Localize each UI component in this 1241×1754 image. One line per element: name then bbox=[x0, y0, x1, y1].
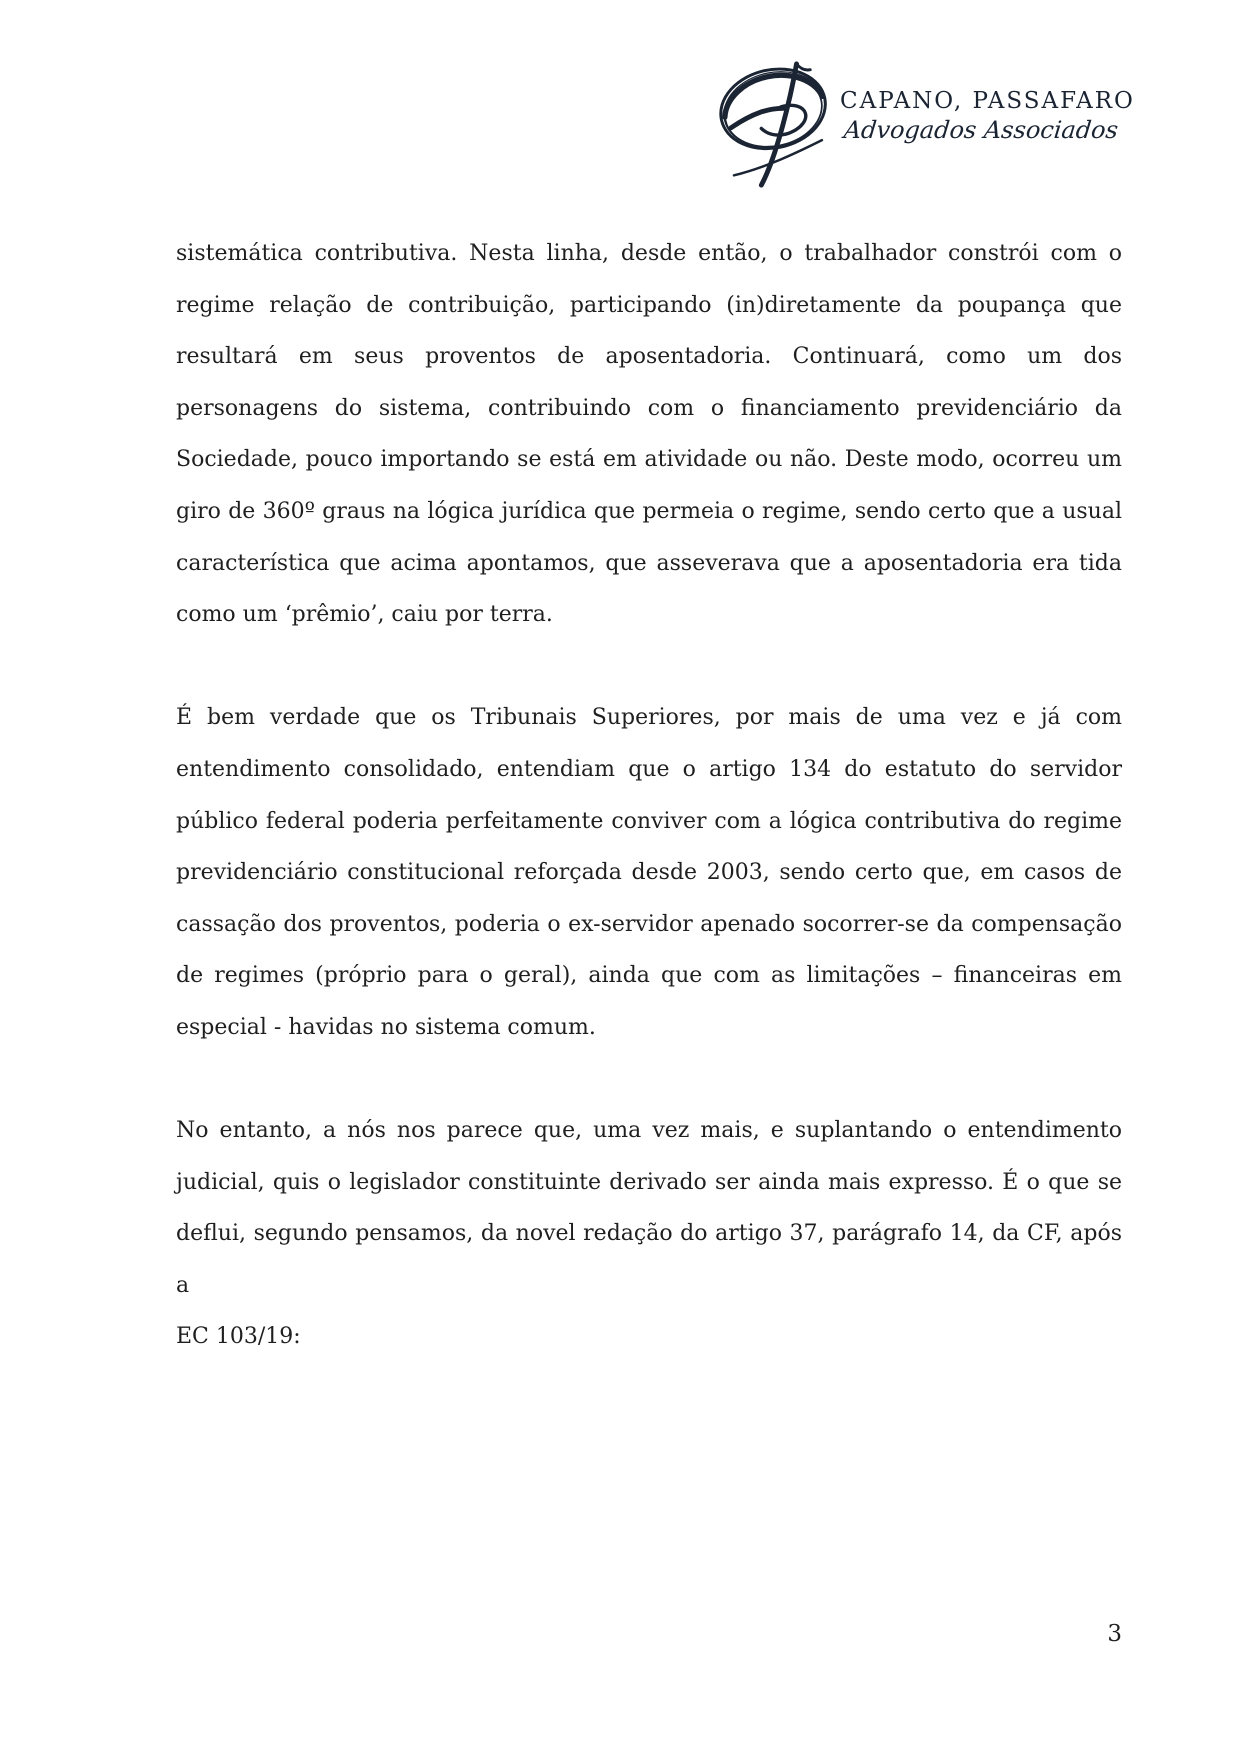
paragraph bbox=[176, 228, 1122, 641]
text-line: No entanto, a nós nos parece que, uma vez mais, e suplantando o entendimento bbox=[176, 1118, 1122, 1144]
text-line: resultará em seus proventos de aposentadoria. Continuará, como um dos bbox=[176, 344, 1122, 370]
paragraph bbox=[176, 1105, 1122, 1363]
text-line: especial - havidas no sistema comum. bbox=[176, 1014, 596, 1040]
text-line: Sociedade, pouco importando se está em atividade ou não. Deste modo, ocorreu um bbox=[176, 447, 1122, 473]
page-number: 3 bbox=[1107, 1621, 1122, 1647]
text-line: personagens do sistema, contribuindo com o financiamento previdenciário da bbox=[176, 395, 1122, 421]
firm-name: CAPANO, PASSAFARO bbox=[840, 88, 1135, 114]
text-line: de regimes (próprio para o geral), ainda que com as limitações – financeiras em bbox=[176, 963, 1122, 989]
text-line: previdenciário constitucional reforçada desde 2003, sendo certo que, em casos de bbox=[176, 860, 1122, 886]
text-line: regime relação de contribuição, participando (in)diretamente da poupança que bbox=[176, 292, 1122, 318]
text-line: como um ‘prêmio’, caiu por terra. bbox=[176, 602, 553, 628]
text-line: entendimento consolidado, entendiam que o artigo 134 do estatuto do servidor bbox=[176, 756, 1122, 782]
cp-monogram-icon bbox=[712, 58, 840, 190]
text-line: giro de 360º graus na lógica jurídica que permeia o regime, sendo certo que a usual bbox=[176, 498, 1122, 524]
document-body bbox=[176, 228, 1122, 1363]
text-line: característica que acima apontamos, que asseverava que a aposentadoria era tida bbox=[176, 550, 1122, 576]
text-line: cassação dos proventos, poderia o ex-servidor apenado socorrer-se da compensação bbox=[176, 911, 1122, 937]
paragraph bbox=[176, 692, 1122, 1053]
firm-tagline: Advogados Associados bbox=[842, 116, 1120, 144]
text-line: É bem verdade que os Tribunais Superiores, por mais de uma vez e já com bbox=[176, 705, 1122, 731]
text-line: sistemática contributiva. Nesta linha, desde então, o trabalhador constrói com o bbox=[176, 241, 1122, 266]
text-line: judicial, quis o legislador constituinte derivado ser ainda mais expresso. É o que se bbox=[176, 1169, 1122, 1195]
text-line: EC 103/19: bbox=[176, 1324, 301, 1350]
text-line: deflui, segundo pensamos, da novel redação do artigo 37, parágrafo 14, da CF, após a bbox=[176, 1221, 1122, 1298]
logo-text-block bbox=[840, 88, 1135, 144]
text-line: público federal poderia perfeitamente conviver com a lógica contributiva do regime bbox=[176, 808, 1122, 834]
